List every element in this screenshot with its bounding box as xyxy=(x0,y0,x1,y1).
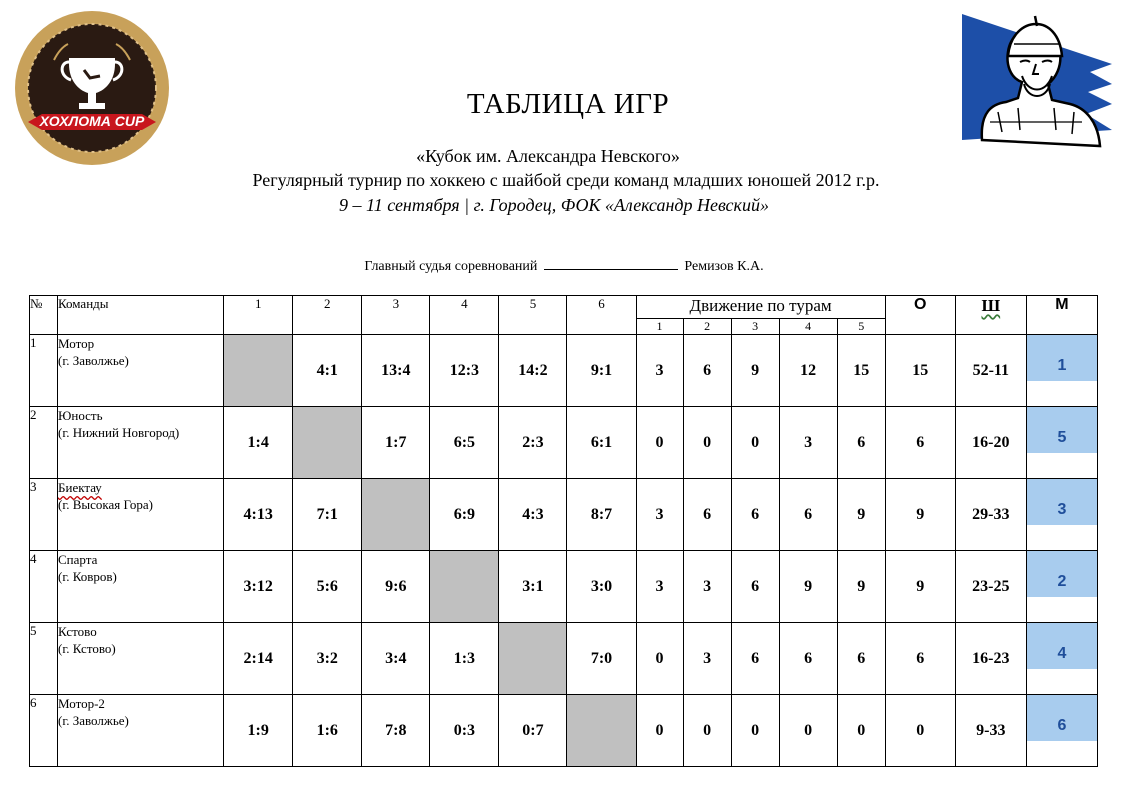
diagonal-cell xyxy=(224,335,293,407)
col-header-opponent: 3 xyxy=(362,296,430,335)
tour-points-cell: 6 xyxy=(779,623,837,695)
diagonal-cell xyxy=(362,479,430,551)
team-cell xyxy=(58,479,224,551)
row-number: 6 xyxy=(30,695,58,767)
col-header-moves: Движение по турам xyxy=(636,296,885,319)
result-cell: 1:6 xyxy=(293,695,362,767)
team-city: (г. Заволжье) xyxy=(58,713,129,728)
table-row xyxy=(30,335,1098,407)
goals-cell: 9-33 xyxy=(955,695,1026,767)
col-header-opponent: 1 xyxy=(224,296,293,335)
tour-points-cell: 0 xyxy=(636,623,683,695)
result-cell: 7:8 xyxy=(362,695,430,767)
team-name: Биектау xyxy=(58,480,102,495)
col-header-tour: 4 xyxy=(779,319,837,335)
col-header-points: О xyxy=(885,296,955,335)
table-row xyxy=(30,695,1098,767)
result-cell: 1:9 xyxy=(224,695,293,767)
result-cell: 3:12 xyxy=(224,551,293,623)
tour-points-cell: 6 xyxy=(731,551,779,623)
tour-points-cell: 6 xyxy=(837,407,885,479)
place-cell xyxy=(1026,479,1097,551)
place-cell xyxy=(1026,695,1097,767)
tour-points-cell: 0 xyxy=(636,407,683,479)
tournament-name: «Кубок им. Александра Невского» xyxy=(416,146,680,166)
result-cell: 3:1 xyxy=(499,551,567,623)
result-cell: 7:1 xyxy=(293,479,362,551)
points-cell: 0 xyxy=(885,695,955,767)
table-row xyxy=(30,623,1098,695)
diagonal-cell xyxy=(499,623,567,695)
tour-points-cell: 6 xyxy=(731,479,779,551)
result-cell: 1:4 xyxy=(224,407,293,479)
result-cell: 9:1 xyxy=(567,335,636,407)
goals-cell: 23-25 xyxy=(955,551,1026,623)
result-cell: 7:0 xyxy=(567,623,636,695)
row-number: 2 xyxy=(30,407,58,479)
place-cell xyxy=(1026,407,1097,479)
team-cell xyxy=(58,335,224,407)
result-cell: 6:5 xyxy=(430,407,499,479)
team-city: (г. Высокая Гора) xyxy=(58,497,153,512)
tour-points-cell: 9 xyxy=(731,335,779,407)
result-cell: 5:6 xyxy=(293,551,362,623)
referee-line xyxy=(0,257,1132,275)
tournament-description: Регулярный турнир по хоккею с шайбой среди команд младших юношей 2012 г.р. xyxy=(252,170,880,190)
col-header-tour: 1 xyxy=(636,319,683,335)
tour-points-cell: 15 xyxy=(837,335,885,407)
tour-points-cell: 0 xyxy=(779,695,837,767)
result-cell: 2:3 xyxy=(499,407,567,479)
tour-points-cell: 9 xyxy=(779,551,837,623)
tour-points-cell: 3 xyxy=(683,623,731,695)
referee-label: Главный судья соревнований xyxy=(364,259,538,274)
result-cell: 3:2 xyxy=(293,623,362,695)
place-cell xyxy=(1026,551,1097,623)
team-city: (г. Заволжье) xyxy=(58,353,129,368)
signature-line xyxy=(544,257,678,270)
result-cell: 3:0 xyxy=(567,551,636,623)
tour-points-cell: 6 xyxy=(779,479,837,551)
row-number: 5 xyxy=(30,623,58,695)
result-cell: 3:4 xyxy=(362,623,430,695)
team-city: (г. Кстово) xyxy=(58,641,116,656)
result-cell: 6:9 xyxy=(430,479,499,551)
col-header-goals: Ш xyxy=(955,296,1026,335)
place-value: 1 xyxy=(1057,357,1067,374)
tour-points-cell: 9 xyxy=(837,551,885,623)
place-cell xyxy=(1026,623,1097,695)
points-cell: 6 xyxy=(885,623,955,695)
team-cell xyxy=(58,407,224,479)
alexander-nevsky-logo xyxy=(962,12,1114,150)
result-cell: 0:7 xyxy=(499,695,567,767)
result-cell: 13:4 xyxy=(362,335,430,407)
goals-cell: 29-33 xyxy=(955,479,1026,551)
result-cell: 2:14 xyxy=(224,623,293,695)
result-cell: 4:1 xyxy=(293,335,362,407)
col-header-place: М xyxy=(1026,296,1097,335)
team-cell xyxy=(58,695,224,767)
table-row xyxy=(30,479,1098,551)
col-header-opponent: 4 xyxy=(430,296,499,335)
tour-points-cell: 0 xyxy=(683,407,731,479)
team-name: Юность xyxy=(58,408,103,423)
result-cell: 12:3 xyxy=(430,335,499,407)
tour-points-cell: 3 xyxy=(636,335,683,407)
result-cell: 0:3 xyxy=(430,695,499,767)
col-header-tour: 5 xyxy=(837,319,885,335)
games-table xyxy=(29,295,1098,767)
team-cell xyxy=(58,623,224,695)
points-cell: 15 xyxy=(885,335,955,407)
tour-points-cell: 3 xyxy=(683,551,731,623)
col-header-opponent: 6 xyxy=(567,296,636,335)
place-value: 2 xyxy=(1057,573,1067,590)
tournament-dates-location: 9 – 11 сентября | г. Городец, ФОК «Александр Невский» xyxy=(339,195,769,215)
result-cell: 1:7 xyxy=(362,407,430,479)
team-city: (г. Ковров) xyxy=(58,569,117,584)
place-value: 6 xyxy=(1057,717,1067,734)
tour-points-cell: 3 xyxy=(779,407,837,479)
result-cell: 1:3 xyxy=(430,623,499,695)
team-name: Спарта xyxy=(58,552,98,567)
tour-points-cell: 3 xyxy=(636,551,683,623)
khokhloma-cup-logo-text: ХОХЛОМА CUP xyxy=(39,113,145,129)
team-cell xyxy=(58,551,224,623)
team-name: Кстово xyxy=(58,624,97,639)
page-title: ТАБЛИЦА ИГР xyxy=(466,88,670,120)
col-header-num: № xyxy=(30,296,58,335)
col-header-opponent: 2 xyxy=(293,296,362,335)
referee-name: Ремизов К.А. xyxy=(684,259,764,274)
row-number: 4 xyxy=(30,551,58,623)
tour-points-cell: 12 xyxy=(779,335,837,407)
col-header-tour: 2 xyxy=(683,319,731,335)
team-name: Мотор-2 xyxy=(58,696,105,711)
diagonal-cell xyxy=(293,407,362,479)
tour-points-cell: 6 xyxy=(683,335,731,407)
col-header-tour: 3 xyxy=(731,319,779,335)
points-cell: 6 xyxy=(885,407,955,479)
diagonal-cell xyxy=(567,695,636,767)
result-cell: 8:7 xyxy=(567,479,636,551)
result-cell: 4:3 xyxy=(499,479,567,551)
place-cell xyxy=(1026,335,1097,407)
diagonal-cell xyxy=(430,551,499,623)
result-cell: 9:6 xyxy=(362,551,430,623)
team-city: (г. Нижний Новгород) xyxy=(58,425,180,440)
table-row xyxy=(30,551,1098,623)
tour-points-cell: 0 xyxy=(731,695,779,767)
goals-cell: 16-20 xyxy=(955,407,1026,479)
result-cell: 4:13 xyxy=(224,479,293,551)
col-header-opponent: 5 xyxy=(499,296,567,335)
points-cell: 9 xyxy=(885,551,955,623)
place-value: 3 xyxy=(1057,501,1067,518)
tour-points-cell: 0 xyxy=(683,695,731,767)
tour-points-cell: 6 xyxy=(683,479,731,551)
result-cell: 14:2 xyxy=(499,335,567,407)
result-cell: 6:1 xyxy=(567,407,636,479)
place-value: 4 xyxy=(1057,645,1067,662)
tour-points-cell: 6 xyxy=(731,623,779,695)
tour-points-cell: 0 xyxy=(837,695,885,767)
place-value: 5 xyxy=(1057,429,1067,446)
row-number: 3 xyxy=(30,479,58,551)
tour-points-cell: 0 xyxy=(731,407,779,479)
tour-points-cell: 3 xyxy=(636,479,683,551)
points-cell: 9 xyxy=(885,479,955,551)
team-name: Мотор xyxy=(58,336,95,351)
tour-points-cell: 0 xyxy=(636,695,683,767)
col-header-teams: Команды xyxy=(58,296,224,335)
goals-cell: 16-23 xyxy=(955,623,1026,695)
tour-points-cell: 9 xyxy=(837,479,885,551)
tour-points-cell: 6 xyxy=(837,623,885,695)
table-row xyxy=(30,407,1098,479)
row-number: 1 xyxy=(30,335,58,407)
goals-cell: 52-11 xyxy=(955,335,1026,407)
